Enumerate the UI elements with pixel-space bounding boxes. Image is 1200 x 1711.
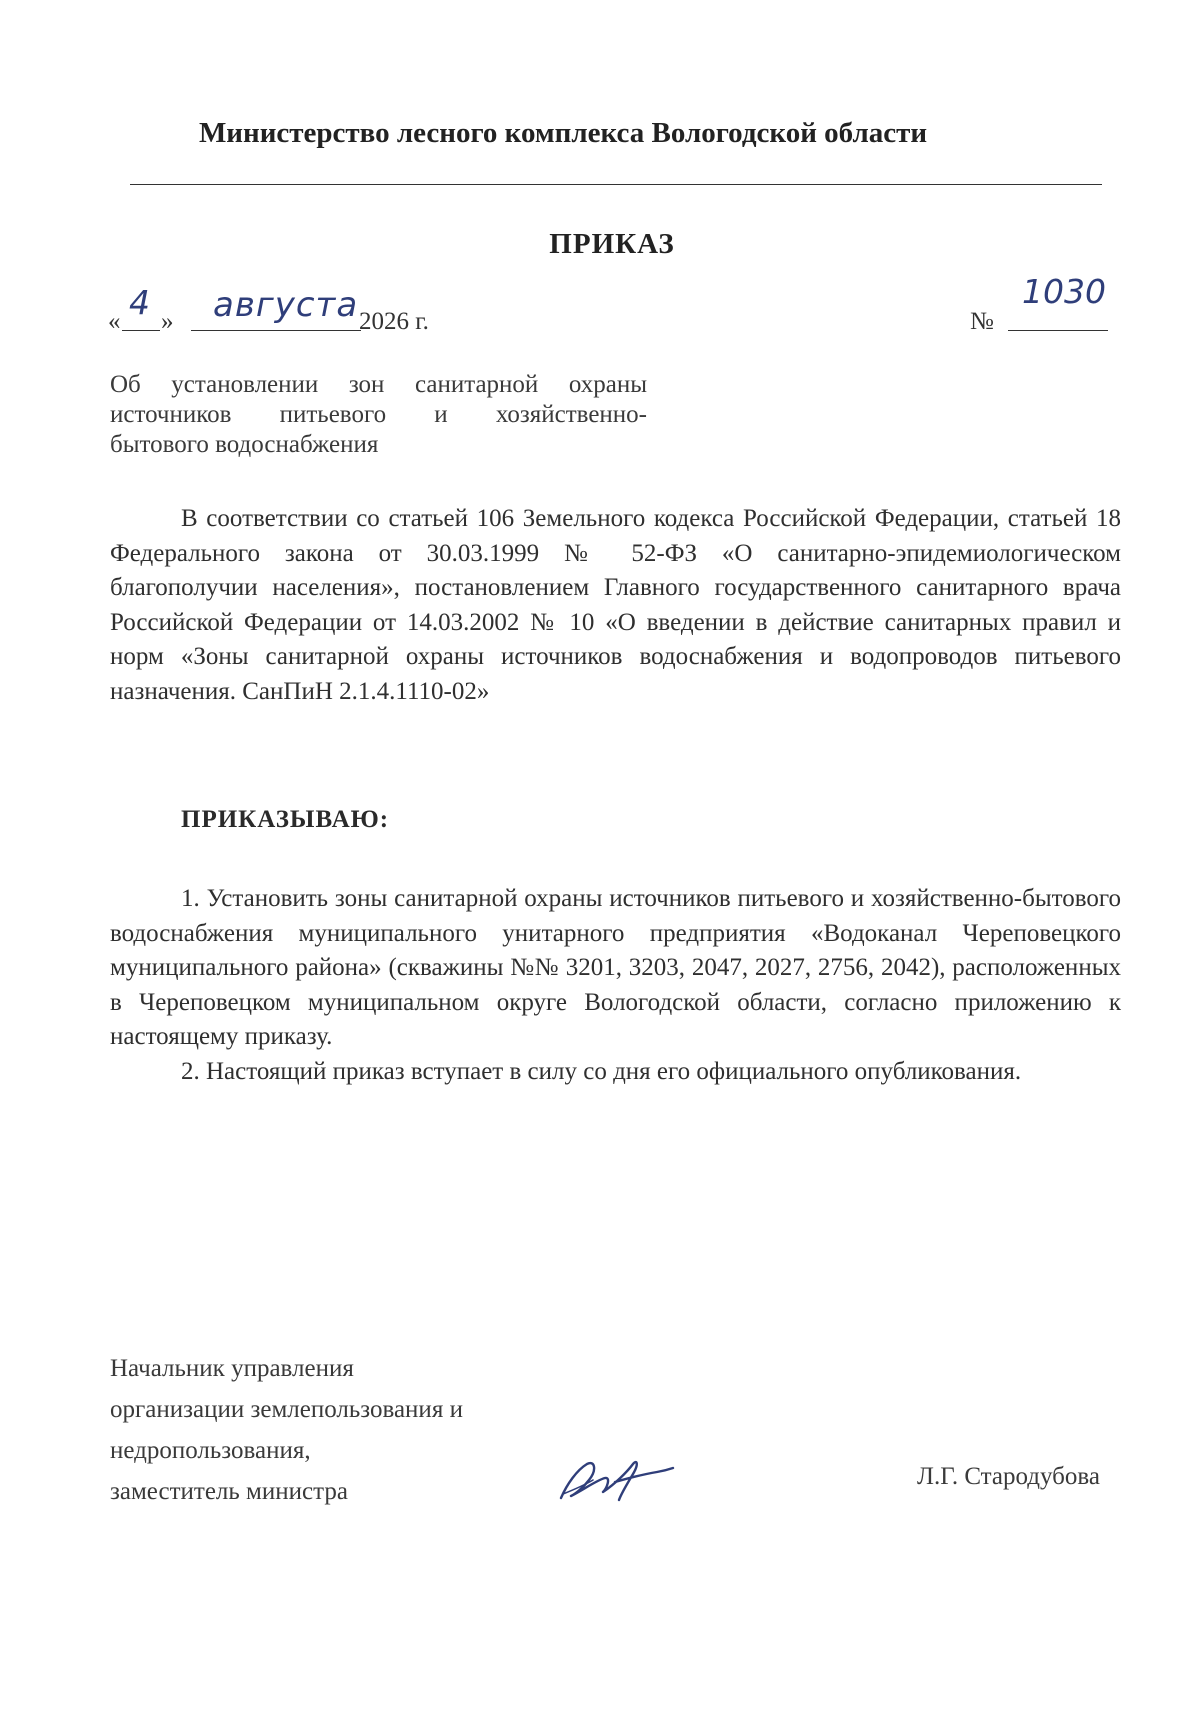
subject-line: бытового водоснабжения <box>110 431 379 458</box>
subject-line: Об установлении зон санитарной охраны <box>110 371 647 398</box>
header-rule <box>130 184 1102 185</box>
ministry-name: Министерство лесного комплекса Вологодской области <box>198 117 928 149</box>
signer-title-line: заместитель министра <box>110 1478 348 1505</box>
order-items <box>110 882 1121 1089</box>
signer-title-line: Начальник управления <box>110 1355 354 1382</box>
day-underline <box>122 330 160 331</box>
date-quote-open: « <box>108 308 121 335</box>
number-underline <box>1008 330 1108 331</box>
signer-title-line: организации землепользования и <box>110 1396 463 1423</box>
handwritten-day: 4 <box>129 283 150 322</box>
handwritten-month: августа <box>213 285 359 325</box>
order-subject <box>110 370 647 460</box>
order-item: 2. Настоящий приказ вступает в силу со дня его официального опубликования. <box>181 1057 1022 1085</box>
subject-line: источников питьевого и хозяйственно- <box>110 401 647 428</box>
handwritten-number: 1030 <box>1022 272 1106 311</box>
signer-title <box>110 1348 463 1512</box>
order-number <box>970 272 1110 334</box>
handwritten-signature <box>553 1450 683 1505</box>
date-quote-close: » <box>161 308 174 335</box>
preamble-paragraph: В соответствии со статьей 106 Земельного кодекса Российской Федерации, статьей 18 Федерального закона от 30.03.1999 № 52-ФЗ «О санитарно-эпидемиологическом благополучии населения», постановлением Главного государственного санитарного врача Российской Федерации от 14.03.2002 № 10 «О введении в действие санитарных правил и норм «Зоны санитарной охраны источников водоснабжения и водопроводов питьевого назначения. СанПиН 2.1.4.1110-02» <box>110 505 1121 705</box>
signer-name: Л.Г. Стародубова <box>917 1463 1100 1490</box>
number-sign: № <box>970 308 994 335</box>
month-underline <box>191 330 361 331</box>
order-directive-heading: ПРИКАЗЫВАЮ: <box>181 806 390 833</box>
date-year: 2026 г. <box>359 308 429 335</box>
signer-title-line: недропользования, <box>110 1437 311 1464</box>
document-type-title: ПРИКАЗ <box>549 228 675 260</box>
order-item: 1. Установить зоны санитарной охраны источников питьевого и хозяйственно-бытового водоснабжения муниципального унитарного предприятия «Водоканал Череповецкого муниципального района» (скважины №№ 3201, 3203, 2047, 2027, 2756, 2042), расположенных в Череповецком муниципальном округе Вологодской области, согласно приложению к настоящему приказу. <box>110 885 1121 1050</box>
preamble-block <box>110 502 1121 709</box>
